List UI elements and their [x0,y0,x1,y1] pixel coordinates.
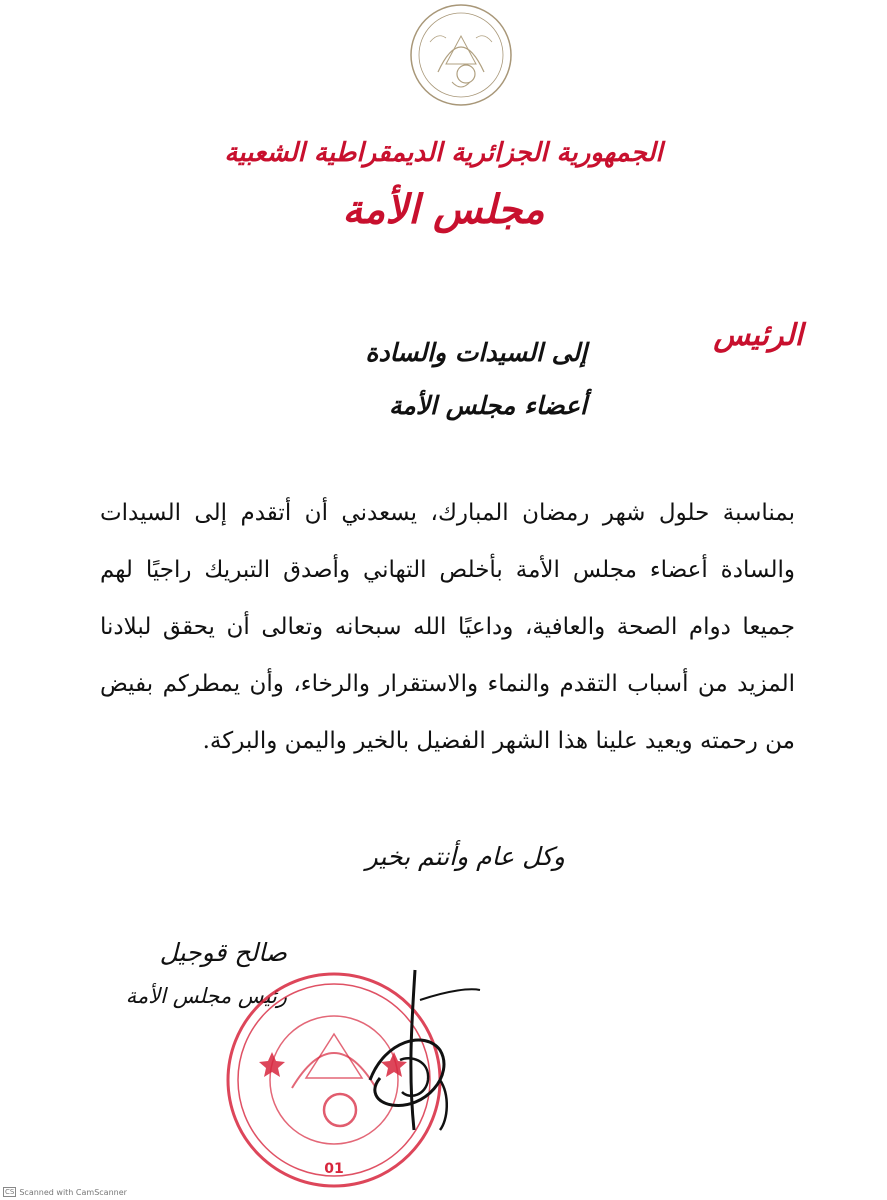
address-line-2: أعضاء مجلس الأمة [389,391,587,420]
council-title: مجلس الأمة [342,186,545,233]
handwritten-signature [330,960,490,1140]
signatory-title: رئيس مجلس الأمة [125,984,287,1008]
letter-body: بمناسبة حلول شهر رمضان المبارك، يسعدني أن أتقدم إلى السيدات والسادة أعضاء مجلس الأمة بأخلص التهاني وأصدق التبريك راجيًا لهم جميعا دوام الصحة والعافية، وداعيًا الله سبحانه وتعالى أن يحقق لبلادنا المزيد من أسباب التقدم والنماء والاستقرار والرخاء، وأن يمطركم بفيض من رحمته ويعيد علينا هذا الشهر الفضيل بالخير واليمن والبركة. [100,500,795,754]
algeria-emblem-icon [408,2,514,108]
stamp-number: 01 [324,1161,344,1177]
address-line-1: إلى السيدات والسادة [365,338,587,367]
president-label: الرئيس [713,318,803,353]
closing-line: وكل عام وأنتم بخير [365,842,565,871]
scanner-footer [3,1187,127,1197]
scanner-badge: CS [5,1188,15,1196]
republic-title: الجمهورية الجزائرية الديمقراطية الشعبية [224,138,663,168]
scanner-text: Scanned with CamScanner [19,1187,127,1197]
signatory-name: صالح قوجيل [159,938,287,967]
